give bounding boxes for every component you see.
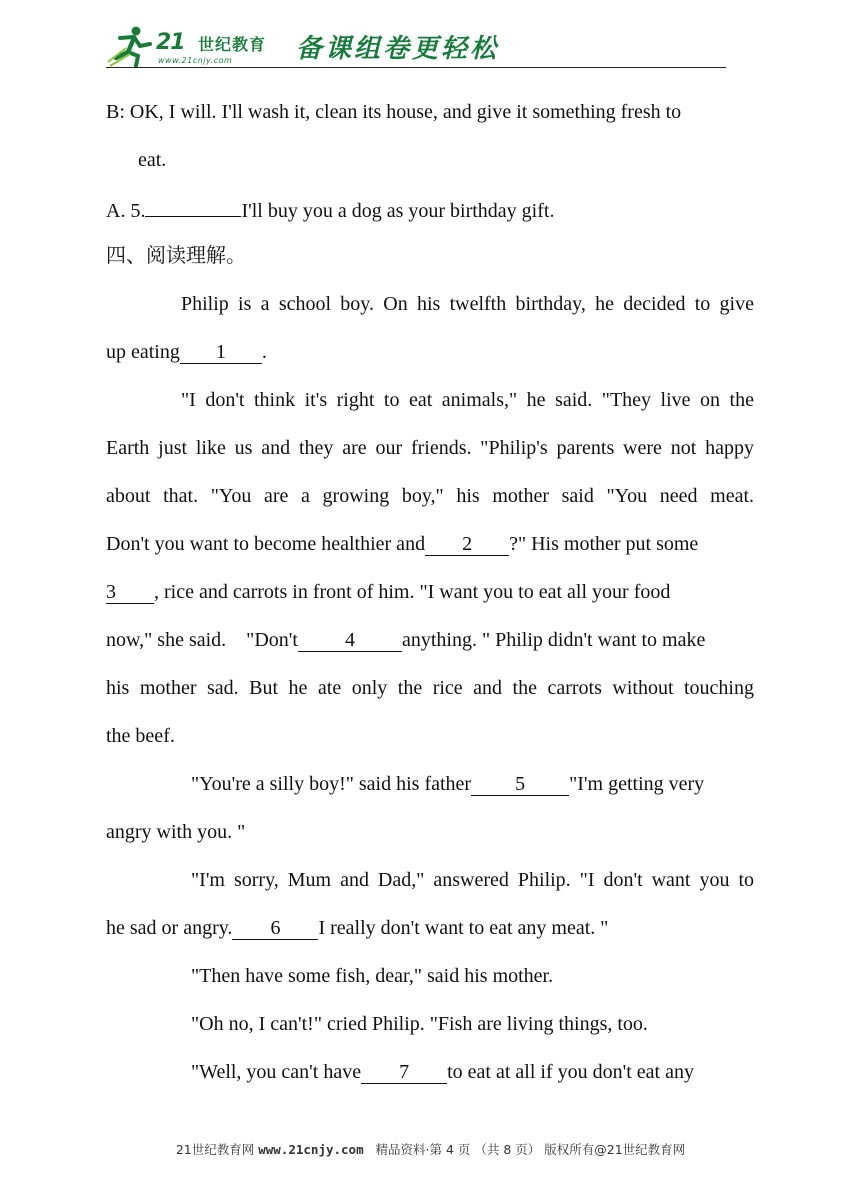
paragraph-line: "I'm sorry, Mum and Dad," answered Philip. "I don't want you to <box>191 869 754 891</box>
paragraph-line <box>191 770 704 798</box>
cloze-blank: 7 <box>361 1061 447 1084</box>
logo-url: www.21cnjy.com <box>158 56 233 65</box>
dialogue-line-b-cont: eat. <box>138 149 167 171</box>
text-segment: , rice and carrots in front of him. "I want you to eat all your food <box>154 581 671 603</box>
text-segment: "Well, you can't have <box>191 1061 362 1083</box>
paragraph-line <box>106 914 608 942</box>
answer-blank-5 <box>145 194 241 217</box>
paragraph-line <box>106 530 698 558</box>
footer-page-info: 精品资料·第 4 页 （共 8 页） 版权所有@21世纪教育网 <box>375 1142 686 1157</box>
text-segment: ?" His mother put some <box>509 533 699 555</box>
cloze-blank: 2 <box>425 533 509 556</box>
section-title: 四、阅读理解。 <box>106 245 246 267</box>
dialogue-text: I'll buy you a dog as your birthday gift. <box>241 200 555 222</box>
page-footer <box>0 1140 861 1158</box>
paragraph-line <box>191 1058 694 1086</box>
footer-url[interactable]: www.21cnjy.com <box>258 1142 364 1157</box>
paragraph-line: his mother sad. But he ate only the rice and the carrots without touching <box>106 677 754 699</box>
text-segment: I really don't want to eat any meat. " <box>318 917 609 939</box>
header-slogan: 备课组卷更轻松 <box>296 34 500 64</box>
header-divider <box>106 67 726 68</box>
paragraph-line: "I don't think it's right to eat animals," he said. "They live on the <box>181 389 754 411</box>
runner-logo-icon <box>106 24 154 68</box>
text-segment: "You're a silly boy!" said his father <box>191 773 472 795</box>
text-segment: . <box>261 341 267 363</box>
paragraph-line: "Oh no, I can't!" cried Philip. "Fish are living things, too. <box>191 1013 648 1035</box>
text-segment: he sad or angry. <box>106 917 233 939</box>
paragraph-line <box>106 626 705 654</box>
text-segment: up eating <box>106 341 180 363</box>
paragraph-line <box>106 338 267 366</box>
footer-site: 21世纪教育网 <box>175 1142 255 1157</box>
paragraph-line: angry with you. " <box>106 821 246 843</box>
logo-number: 21 <box>156 30 185 55</box>
dialogue-line-b: B: OK, I will. I'll wash it, clean its house, and give it something fresh to <box>106 101 682 123</box>
dialogue-line-a <box>106 194 554 225</box>
text-segment: to eat at all if you don't eat any <box>447 1061 694 1083</box>
paragraph-line: "Then have some fish, dear," said his mother. <box>191 965 554 987</box>
paragraph-line <box>106 578 670 606</box>
paragraph-line: about that. "You are a growing boy," his mother said "You need meat. <box>106 485 754 507</box>
text-segment: anything. " Philip didn't want to make <box>401 629 706 651</box>
text-segment: Don't you want to become healthier and <box>106 533 426 555</box>
page-header <box>106 22 726 70</box>
cloze-blank: 1 <box>180 341 262 364</box>
cloze-blank: 5 <box>471 773 569 796</box>
cloze-blank: 4 <box>298 629 402 652</box>
paragraph-line: the beef. <box>106 725 175 747</box>
logo-text: 世纪教育 <box>198 35 267 54</box>
text-segment: "I'm getting very <box>569 773 705 795</box>
text-segment: now," she said. "Don't <box>106 629 298 651</box>
cloze-blank: 6 <box>232 917 318 940</box>
paragraph-line: Earth just like us and they are our friends. "Philip's parents were not happy <box>106 437 754 459</box>
cloze-blank: 3 <box>106 581 154 604</box>
paragraph-line: Philip is a school boy. On his twelfth birthday, he decided to give <box>181 293 754 315</box>
dialogue-prefix: A. 5. <box>106 200 146 222</box>
